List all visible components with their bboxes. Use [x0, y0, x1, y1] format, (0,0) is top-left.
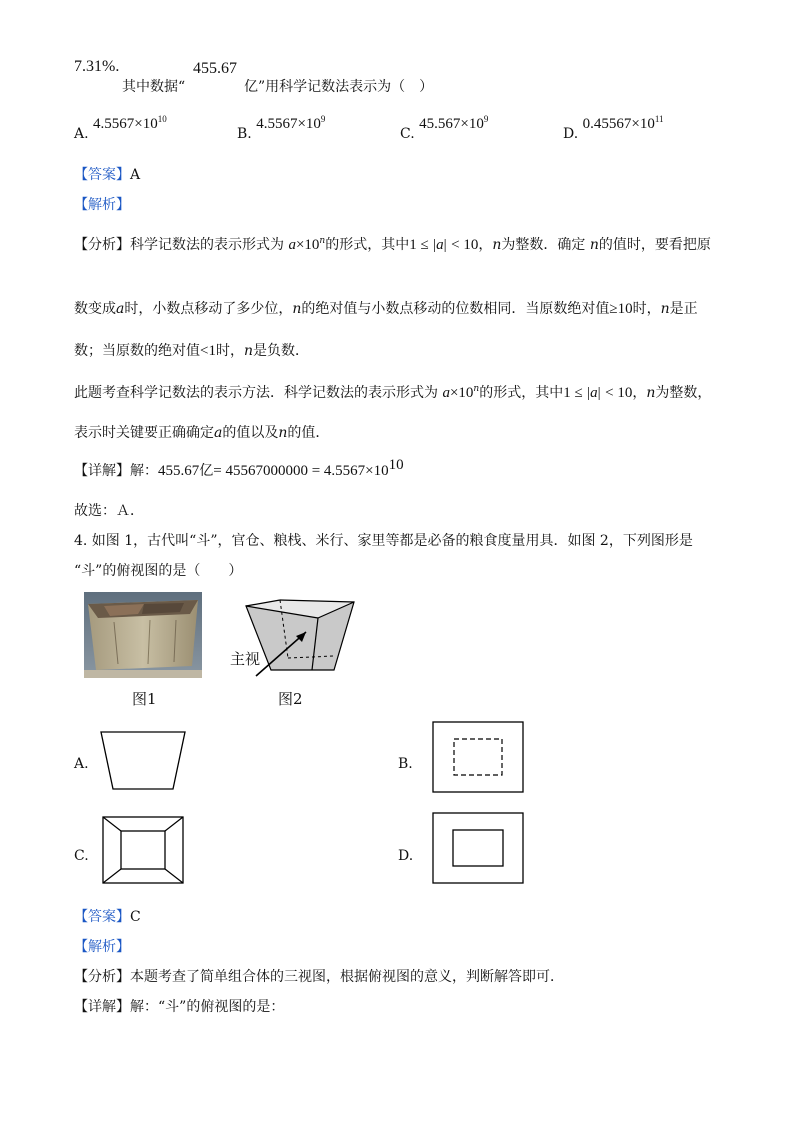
text: 数；当原数的绝对值 — [74, 343, 200, 359]
times-ten: ×10 — [631, 116, 655, 132]
q4-option-b-letter: B. — [398, 756, 413, 772]
option-value — [256, 116, 325, 132]
mantissa: 0.45567 — [582, 116, 632, 132]
option-b — [237, 114, 326, 142]
option-letter: B. — [237, 126, 252, 142]
text: 的值时，要看把原 — [598, 237, 711, 253]
q4-option-c-letter: C. — [74, 848, 89, 864]
answer-tag: 【答案】 — [74, 909, 130, 925]
expr: = 45567000000 = 4.5567×10 — [213, 463, 389, 479]
text: 表示时关键要正确确定 — [74, 425, 214, 441]
detail-tag: 【详解】 — [74, 463, 130, 479]
var-n: n — [660, 301, 670, 317]
var-n: n — [589, 237, 599, 253]
summary-line-1: 此题考查科学记数法的表示方法．科学记数法的表示形式为 $a\times 10^n$的形式，其中1 ≤ |a| < 10，n为整数， — [74, 384, 712, 401]
option-d — [563, 114, 664, 142]
ineq-right: < 10 — [605, 385, 633, 401]
option-value — [583, 116, 664, 132]
q4-option-d-letter: D. — [398, 848, 414, 864]
times-ten: ×10 — [449, 385, 474, 401]
var-a: a — [116, 301, 125, 317]
lt-one: <1 — [200, 343, 216, 359]
dou-photo — [84, 592, 202, 678]
fig2-caption: 图2 — [278, 690, 303, 708]
stem-text-b: 亿”用科学记数法表示为（ ） — [244, 79, 434, 95]
ineq-right: < 10 — [451, 237, 479, 253]
fenxi-tag: 【分析】 — [74, 237, 130, 253]
exp-n: n — [319, 236, 326, 246]
stem-number: 455.67 — [193, 60, 237, 77]
q4-answer-line — [74, 906, 141, 926]
exponent: 10 — [388, 457, 404, 473]
var-a: a — [442, 385, 450, 401]
mantissa: 4.5567 — [93, 116, 135, 132]
option-letter: A. — [74, 126, 89, 142]
unit-yi: 亿 — [199, 463, 214, 479]
text: 的形式，其中 — [479, 385, 564, 401]
fenxi-line-2 — [74, 298, 698, 318]
front-view-label: 主视 — [230, 650, 261, 668]
mantissa: 45.567 — [419, 116, 461, 132]
abs-a: |a| — [587, 385, 601, 401]
ineq-left: 1 ≤ — [563, 385, 583, 401]
text: 解：“斗”的俯视图的是： — [130, 999, 285, 1015]
text: 科学记数法的表示形式为 — [130, 237, 284, 253]
q4-option-a-letter: A. — [74, 756, 89, 772]
answer-tag: 【答案】 — [74, 167, 130, 183]
times-ten: ×10 — [297, 116, 321, 132]
option-a-trapezoid — [100, 731, 186, 791]
times-ten: ×10 — [460, 116, 484, 132]
var-a: a — [214, 425, 223, 441]
option-letter: D. — [563, 126, 579, 142]
exponent: 9 — [320, 114, 326, 124]
answer-value: A — [130, 167, 141, 183]
q4-detail-line — [74, 996, 284, 1016]
expr: 455.67 — [158, 463, 200, 479]
summary-line-2 — [74, 422, 329, 442]
fenxi-tag: 【分析】 — [74, 969, 130, 985]
mantissa: 4.5567 — [256, 116, 298, 132]
text: 的值． — [287, 425, 330, 441]
text: 是负数． — [253, 343, 309, 359]
q4-stem-1: 4. 如图 1，古代叫“斗”，官仓、粮栈、米行、家里等都是必备的粮食度量用具．如图 2，下列图形是 — [74, 533, 693, 549]
answer-value: C — [130, 909, 141, 925]
ge-ten: ≥10 — [609, 301, 633, 317]
times-ten: ×10 — [295, 237, 320, 253]
exponent: 10 — [157, 114, 167, 124]
text: 为整数．确定 — [501, 237, 586, 253]
analysis-tag: 【解析】 — [74, 197, 130, 213]
detail-line — [74, 457, 404, 480]
q4-stem-2: “斗”的俯视图的是（ ） — [74, 563, 243, 579]
text: 解： — [130, 463, 158, 479]
var-n: n — [292, 301, 302, 317]
text: 的值以及 — [222, 425, 279, 441]
var-n: n — [243, 343, 253, 359]
stem-text-a: 其中数据“ — [122, 79, 186, 95]
answer-line — [74, 164, 140, 184]
option-d-square — [432, 812, 524, 884]
abs-a: |a| — [433, 237, 447, 253]
option-a — [74, 114, 167, 142]
text: 时，小数点移动了多少位， — [124, 301, 293, 317]
stem-percent: 7.31%. — [74, 58, 120, 75]
option-letter: C. — [400, 126, 415, 142]
option-c-frame — [102, 816, 184, 884]
var-a: a — [436, 237, 444, 253]
text: 时， — [632, 301, 661, 317]
text: 的形式，其中 — [325, 237, 410, 253]
option-c — [400, 114, 489, 142]
var-a: a — [590, 385, 598, 401]
text: 的绝对值与小数点移动的位数相同．当原数绝对值 — [301, 301, 610, 317]
choose-line: 故选：Ａ． — [74, 503, 144, 519]
var-a: a — [288, 237, 296, 253]
ineq-left: 1 ≤ — [409, 237, 429, 253]
exp-n: n — [473, 384, 480, 394]
var-n: n — [278, 425, 288, 441]
text: 本题考查了简单组合体的三视图，根据俯视图的意义，判断解答即可． — [130, 969, 564, 985]
q4-fenxi-line — [74, 966, 564, 986]
text: 是正 — [669, 301, 698, 317]
detail-tag: 【详解】 — [74, 999, 130, 1015]
option-value — [419, 116, 488, 132]
fenxi-line-1: 【分析】科学记数法的表示形式为 $a\times 10^n$的形式，其中1 ≤ |a| < 10，n为整数．确定 n的值时，要看把原 — [74, 236, 711, 253]
text: 数变成 — [74, 301, 116, 317]
text: 为整数， — [655, 385, 712, 401]
option-value — [93, 116, 167, 132]
q4-analysis-tag: 【解析】 — [74, 939, 130, 955]
fig1-caption: 图1 — [132, 690, 157, 708]
text: 时， — [215, 343, 244, 359]
exponent: 9 — [483, 114, 489, 124]
option-b-square-dashed — [432, 721, 524, 793]
exponent: 11 — [654, 114, 664, 124]
fenxi-line-3 — [74, 340, 309, 360]
text: 此题考查科学记数法的表示方法．科学记数法的表示形式为 — [74, 385, 438, 401]
var-n: n — [646, 385, 656, 401]
times-ten: ×10 — [134, 116, 158, 132]
var-n: n — [492, 237, 502, 253]
